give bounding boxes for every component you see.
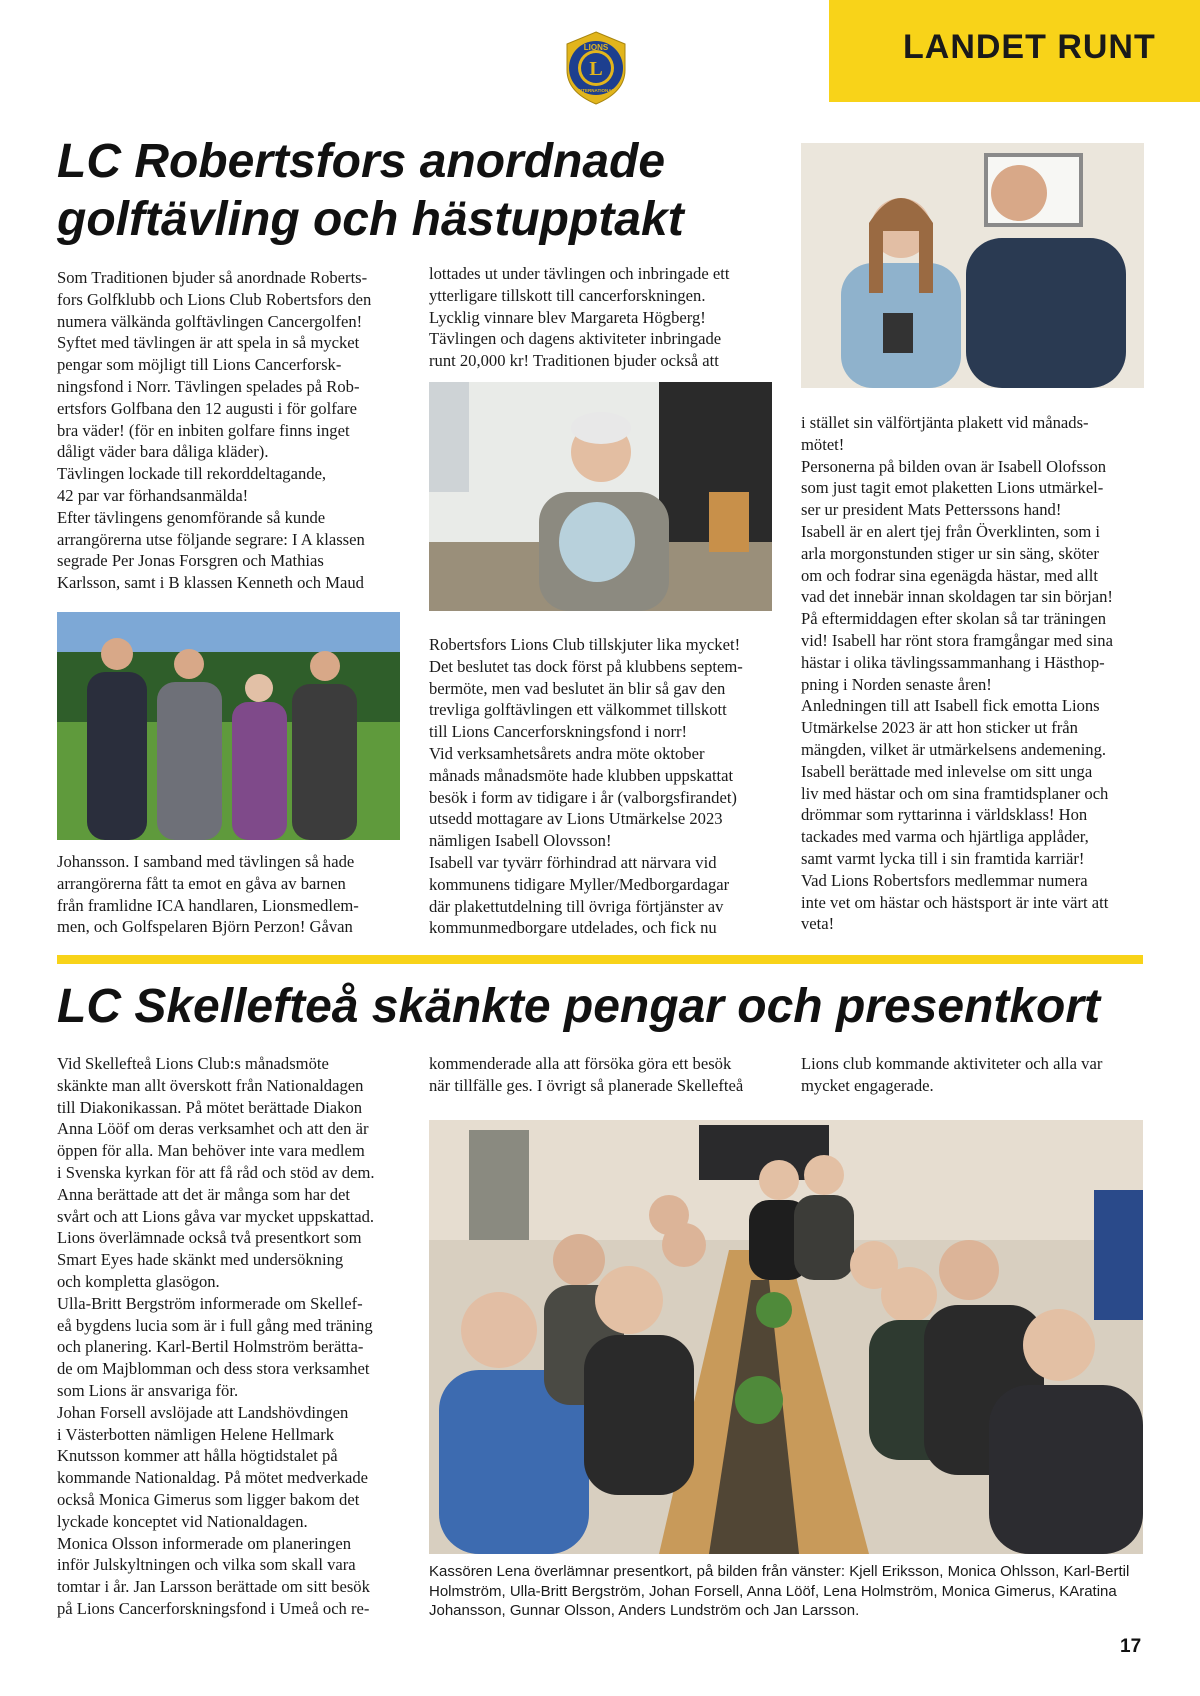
article1-col3: i stället sin välförtjänta plakett vid månads- mötet! Personerna på bilden ovan är Isabell Olofsson som just tagit emot plaketten Lions utmärkel- ser ur president Mats Petterssons hand! Isabell är en alert tjej från Överklinten, som i arla morgonstunden stiger ur sin säng, sköter om och fodrar sina egenägda hästar, med allt vad det innebär innan skoldagen tar sin början! På eftermiddagen efter skolan så tar träningen vid! Isabell har rönt stora framgångar med sina hästar i olika tävlingssammanhang i Hästhop- pning i Norden senaste åren! Anledningen till att Isabell fick emotta Lions Utmärkelse 2023 är att hon sticker ut från mängden, vilket är utmärkelsens andemening. Isabell berättade med inlevelse om sitt unga liv med hästar och om sina framtidsplaner och drömmar som ryttarinna i världsklass! Hon tackades med varma och hjärtliga applåder, samt varmt lycka till i sin framtida karriär! Vad Lions Robertsfors medlemmar numera inte vet om hästar och hästsport är inte värt att veta! (801, 413, 1113, 934)
article1-col1-top: Som Traditionen bjuder så anordnade Roberts- fors Golfklubb och Lions Club Robertsfors den numera välkända golftävlingen Cancergolfen! Syftet med tävlingen är att spela in så mycket pengar som möjligt till Lions Cancerforsk- ningsfond i Norr. Tävlingen spelades på Rob- ertsfors Golfbana den 12 augusti i för golfare bra väder! (för en inbiten golfare finns inget dåligt väder bara dåliga kläder). Tävlingen lockade till rekorddeltagande, 42 par var förhandsanmälda! Efter tävlingens genomförande så kunde arrangörerna utse följande segrare: I A klassen segrade Per Jonas Forsgren och Mathias Karlsson, samt i B klassen Kenneth och Maud (57, 268, 372, 593)
article1-col2-top: lottades ut under tävlingen och inbringade ett ytterligare tillskott till cancerforskningen. Lycklig vinnare blev Margareta Högberg! Tävlingen och dagens aktiviteter inbringade runt 20,000 kr! Traditionen bjuder också att (429, 264, 730, 371)
logo-text-bottom: INTERNATIONAL (577, 88, 615, 93)
section-divider (57, 955, 1143, 964)
article2-col3: Lions club kommande aktiviteter och alla var mycket engagerade. (801, 1054, 1103, 1095)
article1-title: LC Robertsfors anordnade golftävling och hästupptakt (57, 135, 684, 246)
section-label: LANDET RUNT (903, 28, 1156, 66)
logo-text-top: LIONS (583, 43, 609, 52)
article2-col2: kommenderade alla att försöka göra ett besök när tillfälle ges. I övrigt så planerade Skellefteå (429, 1054, 744, 1095)
award-photo (801, 143, 1144, 388)
meeting-photo-caption: Kassören Lena överlämnar presentkort, på bilden från vänster: Kjell Eriksson, Monica Ohlsson, Karl-Bertil Holmström, Ulla-Britt Bergström, Johan Forsell, Anna Lööf, Lena Holmström, Monica Gimerus, KAratina Johansson, Gunnar Olsson, Anders Lundström och Jan Larsson. (429, 1563, 1130, 1620)
article1-col2-bottom: Robertsfors Lions Club tillskjuter lika mycket! Det beslutet tas dock först på klubbens septem- bermöte, men vad beslutet än blir så gav den trevliga golftävlingen ett välkommet tillskott till Lions Cancerforskningsfond i norr! Vid verksamhetsårets andra möte oktober månads månadsmöte hade klubben uppskattat besök i form av tidigare i år (valborgsfirandet) utsedd mottagare av Lions Utmärkelse 2023 nämligen Isabell Olovsson! Isabell var tyvärr förhindrad att närvara vid kommunens tidigare Myller/Medborgardagar där plakettutdelning till övriga förtjänster av kommunmedborgare utdelades, och fick nu (429, 635, 743, 938)
article1-col1-bottom: Johansson. I samband med tävlingen så hade arrangörerna fått ta emot en gåva av barnen från framlidne ICA handlaren, Lionsmedlem- men, och Golfspelaren Björn Perzon! Gåvan (57, 852, 359, 937)
article2-col1: Vid Skellefteå Lions Club:s månadsmöte skänkte man allt överskott från Nationaldagen till Diakonikassan. På mötet berättade Diakon Anna Lööf om deras verksamhet och att den är öppen för alla. Man behöver inte vara medlem i Svenska kyrkan för att få råd och stöd av dem. Anna berättade att det är många som har det svårt och att Lions gåva var mycket uppskattad. Lions överlämnade också två presentkort som Smart Eyes hade skänkt med undersökning och kompletta glasögon. Ulla-Britt Bergström informerade om Skellef- eå bygdens lucia som är i full gång med träning och planering. Karl-Bertil Holmström berätta- de om Majblomman och dess stora verksamhet som Lions är ansvariga för. Johan Forsell avslöjade att Landshövdingen i Västerbotten nämligen Helene Hellmark Knutsson kommer att hålla högtidstalet på kommande Nationaldag. På mötet medverkade också Monica Gimerus som ligger bakom det lyckade konceptet vid Nationaldagen. Monica Olsson informerade om planeringen inför Julskyltningen och vilka som skall vara tomtar i år. Jan Larsson berättade om sitt besök på Lions Cancerforskningsfond i Umeå och re- (57, 1054, 375, 1618)
golf-group-photo (57, 612, 400, 840)
article2-title: LC Skellefteå skänkte pengar och presentkort (57, 980, 1101, 1033)
logo-text-center: L (589, 58, 603, 80)
prize-winner-photo (429, 382, 772, 611)
meeting-photo (429, 1120, 1143, 1554)
lions-logo-icon (563, 30, 629, 106)
section-tab (829, 0, 1200, 102)
page-number: 17 (1120, 1636, 1142, 1657)
